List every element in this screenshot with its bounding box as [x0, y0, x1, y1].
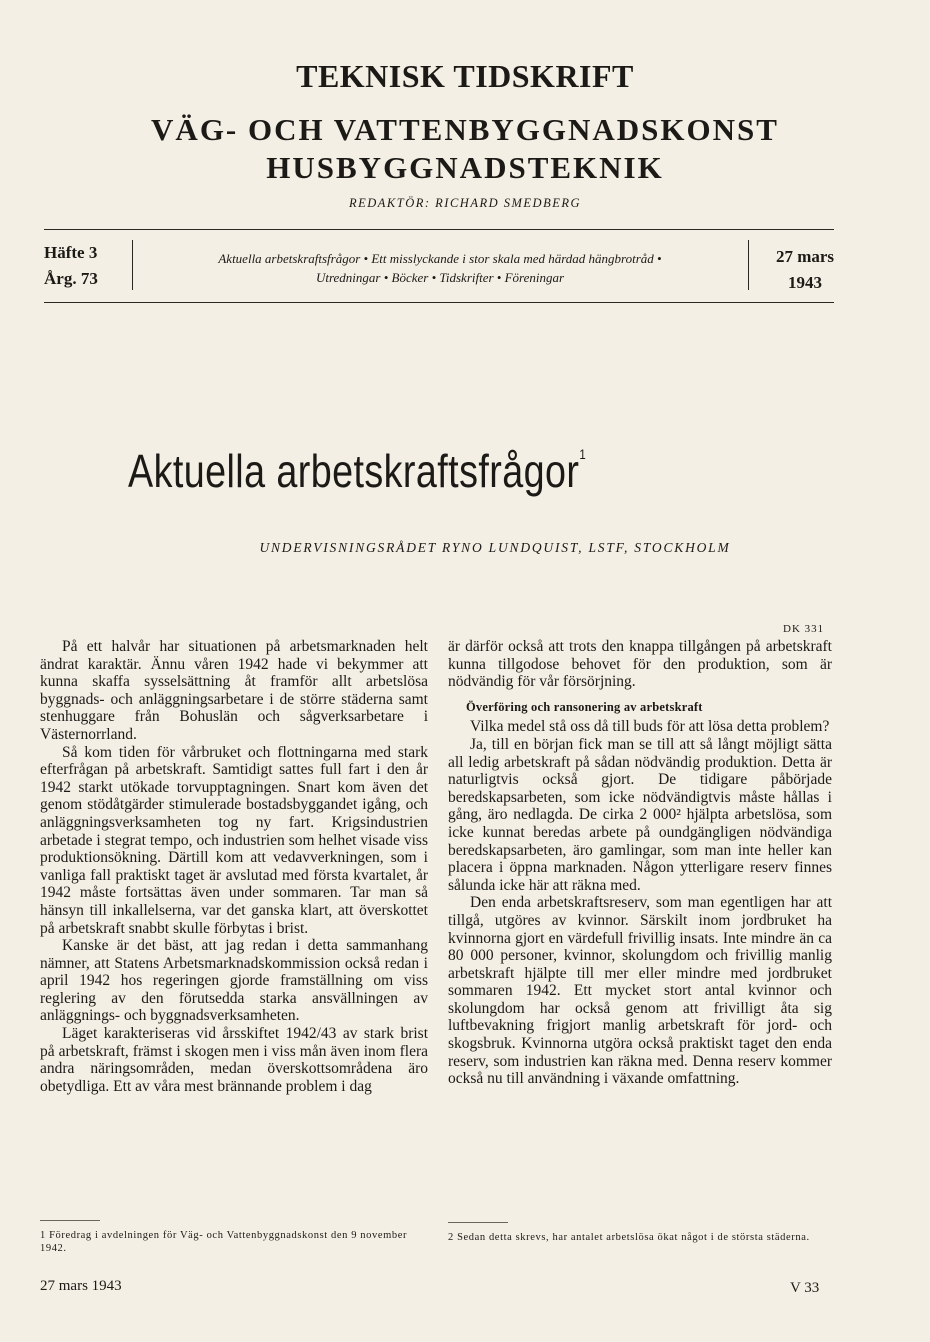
page-number: V 33: [790, 1280, 820, 1296]
issue-volume: Årg. 73: [44, 269, 98, 288]
footnote-1: 1 Föredrag i avdelningen för Väg- och Vattenbyggnadskonst den 9 november 1942.: [40, 1230, 408, 1254]
footnote-separator-left: [40, 1220, 100, 1221]
journal-name: TEKNISK TIDSKRIFT: [296, 58, 634, 94]
dk-classification: DK 331: [783, 623, 825, 635]
issue-day-month: 27 mars: [775, 247, 835, 266]
issue-number-block: [44, 240, 98, 292]
right-column: [448, 638, 832, 1088]
contents-line-1: Aktuella arbetskraftsfrågor • Ett misslyckande i stor skala med härdad hängbrotråd •: [218, 251, 662, 266]
header-rule-top: [44, 229, 834, 230]
issue-number: Häfte 3: [44, 243, 98, 262]
header-divider-left: [132, 240, 133, 290]
paragraph: Den enda arbetskraftsreserv, som man egentligen har att tillgå, utgöres av kvinnor. Särskilt inom jordbruket ha kvinnorna gjort en värdefull frivillig insats. Inte mindre än ca 80 000 personer, kvinnor, skolungdom och frivillig manlig arbetskraft hjälpte till mer eller mindre med jordbruket sommaren 1942. Ett mycket stort antal kvinnor och skolungdom har också genom att frivilligt åta sig luftbevakning frigjort manlig arbetskraft för jord- och skogsbruk. Kvinnorna utgöra också praktiskt taget den enda reserv, som industrien kan räkna med. Denna reserv kommer också nu till användning i växande omfattning.: [448, 894, 832, 1088]
section-subheading: Överföring och ransonering av arbetskraft: [466, 699, 703, 714]
paragraph: Vilka medel stå oss då till buds för att lösa detta problem?: [470, 718, 830, 736]
footer-date: 27 mars 1943: [40, 1278, 122, 1294]
section-title-1: VÄG- OCH VATTENBYGGNADSKONST: [151, 112, 779, 147]
paragraph: Läget karakteriseras vid årsskiftet 1942/43 av stark brist på arbetskraft, främst i skogen men i viss mån även inom flera andra näringsområden, medan överskottsområdena äro obetydliga. Ett av våra mest brännande problem i dag: [40, 1025, 428, 1095]
article-title: [128, 444, 586, 498]
footnote-separator-right: [448, 1222, 508, 1223]
paragraph: På ett halvår har situationen på arbetsmarknaden helt ändrat karaktär. Ännu våren 1942 hade vi bekymmer att kunna skaffa sysselsättning åt framför allt arbetslösa byggnads- och anläggningsarbetare i de större städerna samt stenhuggare från Bohuslän och sågverksarbetare i Västernorrland.: [40, 638, 428, 743]
paragraph: Så kom tiden för vårbruket och flottningarna med stark efterfrågan på arbetskraft. Samtidigt sattes full fart i den år 1942 starkt utökade torvupptagningen. Snart kom även det genom stödåtgärder stimulerade bostadsbyggandet igång, och anläggningsverksamheten tog ny fart. Krigsindustrien arbetade i stegrat tempo, och industrien som helhet visade viss produktionsökning. Därtill kom att vedavverkningen, som i vanliga fall praktiskt taget är avslutad med första kvartalet, år 1942 måste fortsättas även under sommaren. Tar man så hänsyn till inkallelserna, var det ganska klart, att överskottet på arbetskraft snabbt skulle förbytas i brist.: [40, 743, 428, 937]
title-footnote-mark: 1: [579, 446, 587, 462]
paragraph: Kanske är det bäst, att jag redan i detta sammanhang nämner, att Statens Arbetsmarknadskommission också redan i april 1942 hos regeringen gjorde framställning om viss reglering av den förutsedda starka ansvällningen av anläggnings- och byggnadsverksamheten.: [40, 937, 428, 1025]
issue-date-block: [760, 244, 850, 296]
section-title-2: HUSBYGGNADSTEKNIK: [266, 150, 664, 185]
header-rule-bottom: [44, 302, 834, 303]
article-title-text: Aktuella arbetskraftsfrågor: [128, 445, 580, 497]
article-byline: UNDERVISNINGSRÅDET RYNO LUNDQUIST, LSTF, STOCKHOLM: [259, 540, 731, 555]
footnote-2: 2 Sedan detta skrevs, har antalet arbetslösa ökat något i de största städerna.: [448, 1232, 810, 1243]
left-column: [40, 638, 428, 1095]
contents-line-2: Utredningar • Böcker • Tidskrifter • Föreningar: [315, 270, 565, 285]
editor-line: REDAKTÖR: RICHARD SMEDBERG: [348, 196, 582, 210]
issue-year: 1943: [788, 273, 822, 292]
header-divider-right: [748, 240, 749, 290]
issue-contents: [140, 249, 740, 287]
paragraph-continued: är därför också att trots den knappa tillgången på arbetskraft kunna tillgodose behovet för den produktion, som är nödvändig för vår försörjning.: [448, 638, 832, 691]
paragraph: Ja, till en början fick man se till att så långt möjligt sätta all ledig arbetskraft på sådan nödvändig produktion. Detta är naturligtvis också gjort. De tidigare påbörjade beredskapsarbeten, som icke nödvändigtvis måste hållas i gång, äro nedlagda. De cirka 2 000² hjälpta arbetslösa, som icke kunnat beredas arbete på oundgängligen nödvändiga beredskapsarbeten, äro gamlingar, som man inte heller kan placera i öppna marknaden. Någon ytterligare reserv finnes sålunda icke här att räkna med.: [448, 735, 832, 894]
